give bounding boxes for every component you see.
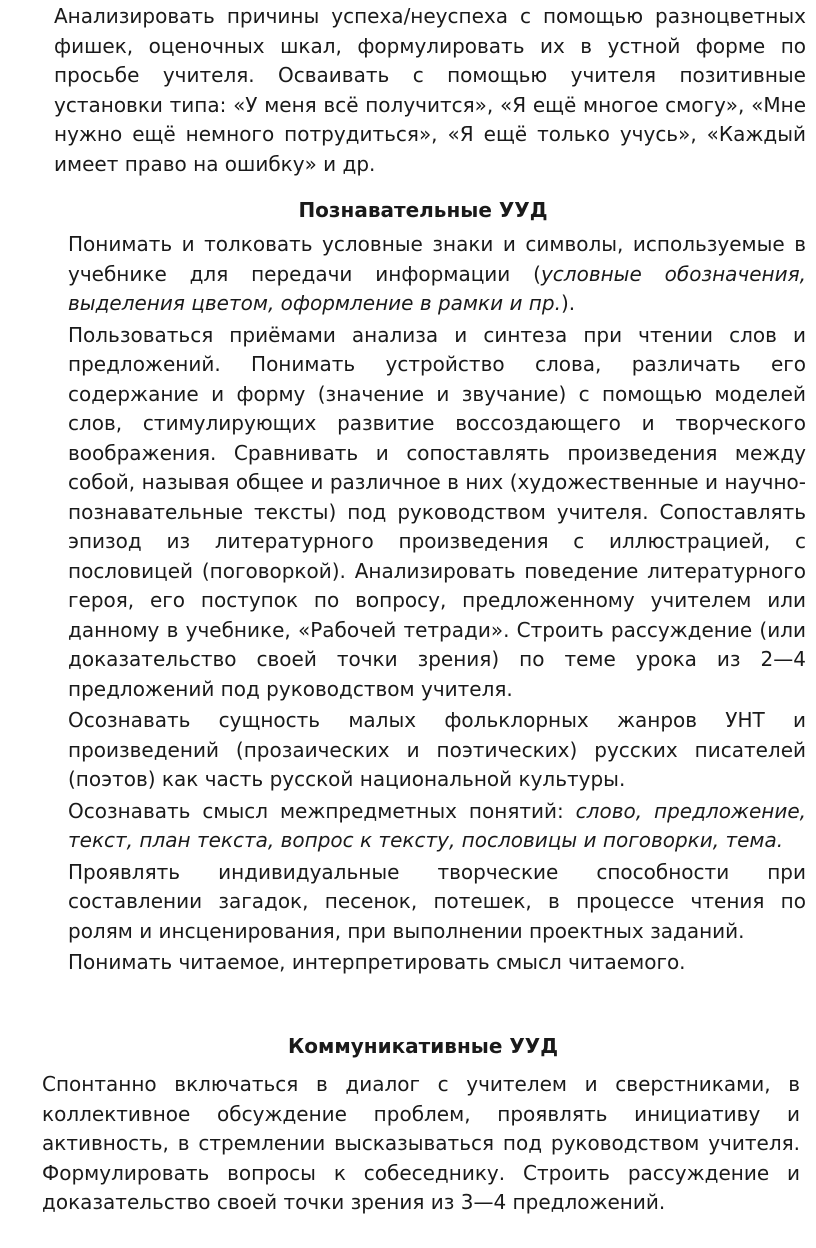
list-item-text: Осознавать сущность малых фольклорных жанров УНТ и произведений (прозаических и поэтических) русских писателей (поэтов) как часть русской национальной культуры.	[68, 708, 806, 791]
list-item-italic-text: условные обозначения, выделения цветом, оформление в рамки и пр.	[68, 261, 806, 315]
cognitive-list	[0, 230, 816, 980]
list-item	[0, 1070, 816, 1218]
list-item-italic-text: слово, предложение, текст, план текста, вопрос к тексту, пословицы и поговорки, тема.	[68, 798, 806, 852]
list-item-text: Осознавать смысл межпредметных понятий:	[68, 798, 576, 823]
list-item	[0, 797, 816, 856]
list-item	[0, 706, 816, 795]
list-item-text: Спонтанно включаться в диалог с учителем и сверстниками, в коллективное обсуждение проблем, проявлять инициативу и активность, в стремлении высказываться под руководством учителя. Формулировать вопросы к собеседнику. Строить рассуждение и доказательство своей точки зрения из 3—4 предложений.	[42, 1072, 800, 1214]
list-item	[0, 321, 816, 705]
list-item-text: Понимать и толковать условные знаки и символы, используемые в учебнике для передачи информации (	[68, 232, 806, 286]
section-heading-cognitive: Познавательные УУД	[298, 198, 548, 222]
list-item-text: Проявлять индивидуальные творческие способности при составлении загадок, песенок, потешек, в процессе чтения по ролям и инсценирования, при выполнении проектных заданий.	[68, 859, 806, 943]
list-item	[0, 948, 816, 978]
list-item	[0, 230, 816, 319]
list-item-text-end: ).	[560, 291, 576, 315]
list-item	[0, 858, 816, 947]
list-item	[0, 2, 816, 179]
communicative-list	[0, 1070, 816, 1220]
section-heading-communicative: Коммуникативные УУД	[287, 1034, 559, 1058]
list-item-text: Анализировать причины успеха/неуспеха с помощью разноцветных фишек, оценочных шкал, формулировать их в устной форме по просьбе учителя. Осваивать с помощью учителя позитивные установки типа: «У меня всё получится», «Я ещё многое смогу», «Мне нужно ещё немного потрудиться», «Я ещё только учусь», «Каждый имеет право на ошибку» и др.	[54, 4, 806, 176]
regulatory-list-continuation	[0, 2, 816, 181]
list-item-text: Понимать читаемое, интерпретировать смысл читаемого.	[68, 950, 686, 974]
list-item-text: Пользоваться приёмами анализа и синтеза при чтении слов и предложений. Понимать устройство слова, различать его содержание и форму (значение и звучание) с помощью моделей слов, стимулирующих развитие воссоздающего и творческого воображения. Сравнивать и сопоставлять произведения между собой, называя общее и различное в них (художественные и научно-познавательные тексты) под руководством учителя. Сопоставлять эпизод из литературного произведения с иллюстрацией, с пословицей (поговоркой). Анализировать поведение литературного героя, его поступок по вопросу, предложенному учителем или данному в учебнике, «Рабочей тетради». Строить рассуждение (или доказательство своей точки зрения) по теме урока из 2—4 предложений под руководством учителя.	[68, 322, 806, 701]
